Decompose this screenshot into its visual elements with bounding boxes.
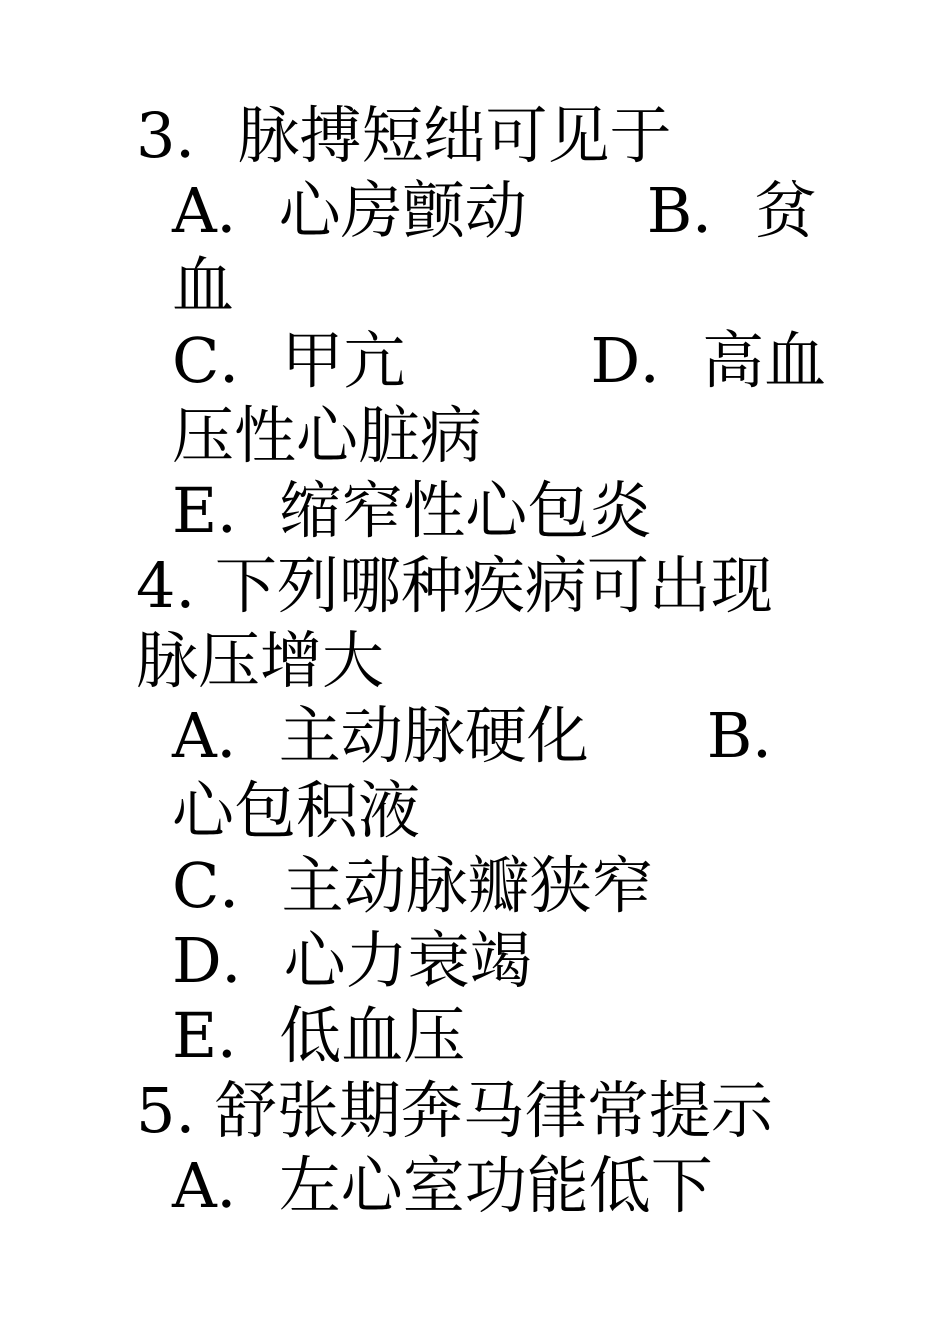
question-4-option-b-text: 心包积液 (172, 774, 421, 847)
question-4-option-e: E．低血压 (172, 999, 466, 1072)
question-3-option-b: B．贫血 (172, 174, 817, 322)
question-5-option-a: A．左心室功能低下 (172, 1149, 713, 1222)
question-4-options-ab (172, 698, 832, 773)
question-3-stem: 3．脉搏短绌可见于 (136, 99, 672, 172)
question-5-stem: 5. 舒张期奔马律常提示 (136, 1074, 773, 1147)
question-4-stem-line1: 4. 下列哪种疾病可出现 (136, 549, 773, 622)
question-3-option-e: E．缩窄性心包炎 (172, 474, 652, 547)
question-3-option-a: A．心房颤动 (172, 174, 527, 247)
question-3-option-d: D．高血压性心脏病 (172, 324, 827, 472)
question-4-option-b-label: B． (706, 699, 815, 772)
question-4-stem-line2: 脉压增大 (136, 624, 385, 697)
question-3-option-c: C．甲亢 (172, 324, 406, 397)
question-4-option-c: C．主动脉瓣狭窄 (172, 849, 654, 922)
question-4-option-a: A．主动脉硬化 (172, 699, 589, 772)
question-3-options-ab (172, 173, 832, 323)
question-3-options-cd (172, 323, 832, 473)
question-4-option-d: D．心力衰竭 (172, 924, 532, 997)
